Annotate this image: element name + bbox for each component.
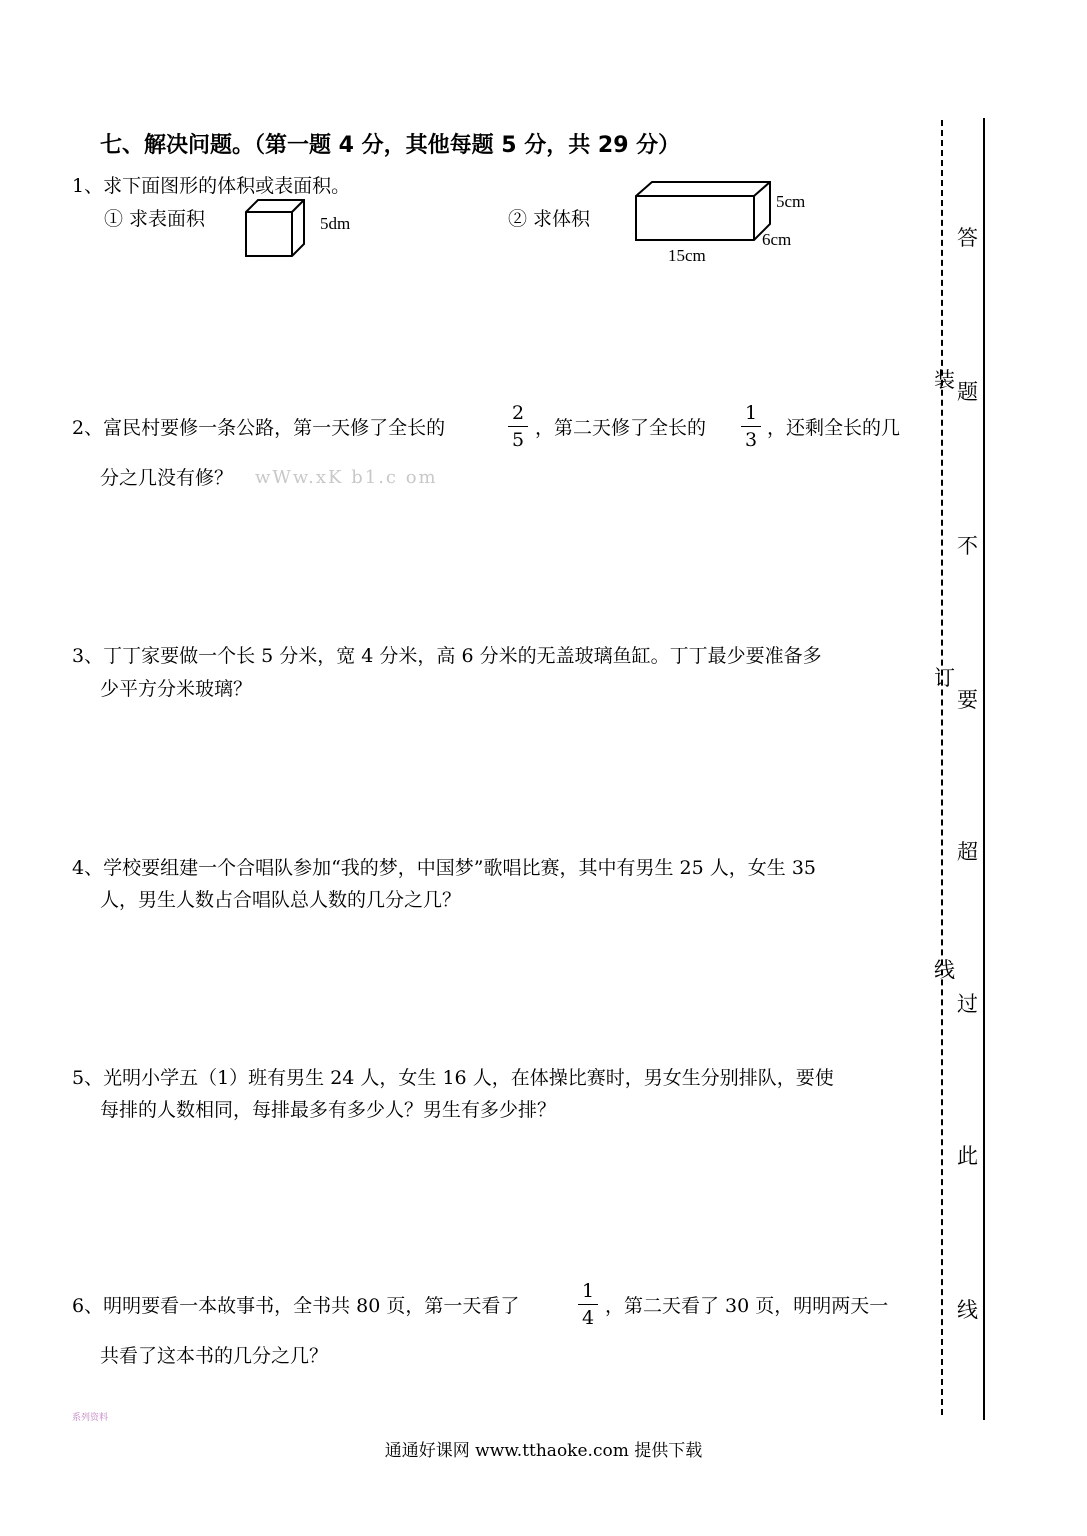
warning-char-3: 不 — [957, 534, 978, 558]
binding-solid-line — [983, 118, 985, 1420]
box-length-label: 15cm — [668, 246, 706, 265]
section-title: 七、解决问题。（第一题 4 分，其他每题 5 分，共 29 分） — [100, 133, 681, 158]
warning-char-5: 超 — [957, 840, 978, 864]
q6-fraction — [577, 1280, 599, 1329]
warning-char-2: 题 — [957, 380, 978, 404]
cube-label: 5dm — [320, 214, 351, 233]
q6-line2: 共看了这本书的几分之几？ — [100, 1345, 329, 1367]
warning-char-4: 要 — [957, 688, 978, 712]
q2-frac2-numerator: 1 — [744, 402, 758, 424]
q1-text: 1、求下面图形的体积或表面积。 — [72, 175, 351, 197]
q6-prefix: 6、明明要看一本故事书，全书共 80 页，第一天看了 — [72, 1295, 520, 1317]
q5-line2: 每排的人数相同，每排最多有多少人？男生有多少排？ — [100, 1099, 557, 1121]
q2-fraction-1 — [507, 402, 529, 451]
q4-line1: 4、学校要组建一个合唱队参加“我的梦，中国梦”歌唱比赛，其中有男生 25 人，女生 35 — [72, 857, 816, 879]
q2-middle: ，第二天修了全长的 — [535, 417, 707, 439]
q1-part1-label: ① 求表面积 — [104, 208, 206, 230]
page-footer: 通通好课网 www.tthaoke.com 提供下载 — [384, 1441, 703, 1461]
warning-char-8: 线 — [957, 1298, 978, 1322]
q2-frac2-denominator: 3 — [744, 429, 758, 451]
binding-char-ding: 订 — [934, 666, 955, 690]
q2-fraction-2 — [740, 402, 762, 451]
watermark: wWw.xK b1.c om — [255, 467, 438, 488]
cube-figure — [244, 198, 308, 260]
q6-frac-denominator: 4 — [581, 1307, 595, 1329]
binding-char-zhuang: 装 — [934, 368, 955, 392]
q2-frac1-denominator: 5 — [511, 429, 525, 451]
tiny-note: 系列资料 — [72, 1413, 109, 1423]
box-width-label: 6cm — [762, 230, 792, 249]
q2-suffix: ，还剩全长的几 — [767, 417, 901, 439]
q1-part2-label: ② 求体积 — [508, 208, 591, 230]
q5-line1: 5、光明小学五（1）班有男生 24 人，女生 16 人，在体操比赛时，男女生分别排队，要使 — [72, 1067, 834, 1089]
warning-char-6: 过 — [957, 992, 978, 1016]
box-figure — [634, 180, 774, 244]
q4-line2: 人，男生人数占合唱队总人数的几分之几？ — [100, 889, 462, 911]
binding-char-xian: 线 — [934, 958, 955, 982]
q6-frac-numerator: 1 — [581, 1280, 595, 1302]
q2-prefix: 2、富民村要修一条公路，第一天修了全长的 — [72, 417, 446, 439]
q3-line1: 3、丁丁家要做一个长 5 分米，宽 4 分米，高 6 分米的无盖玻璃鱼缸。丁丁最少要准备多 — [72, 645, 822, 667]
warning-char-7: 此 — [957, 1144, 978, 1168]
warning-char-1: 答 — [957, 226, 978, 250]
q2-frac1-numerator: 2 — [511, 402, 525, 424]
binding-dashed-line — [941, 120, 943, 1415]
q3-line2: 少平方分米玻璃？ — [100, 678, 253, 700]
q6-suffix: ，第二天看了 30 页，明明两天一 — [605, 1295, 889, 1317]
q2-line2: 分之几没有修？ — [100, 467, 234, 489]
box-height-label: 5cm — [776, 192, 806, 211]
